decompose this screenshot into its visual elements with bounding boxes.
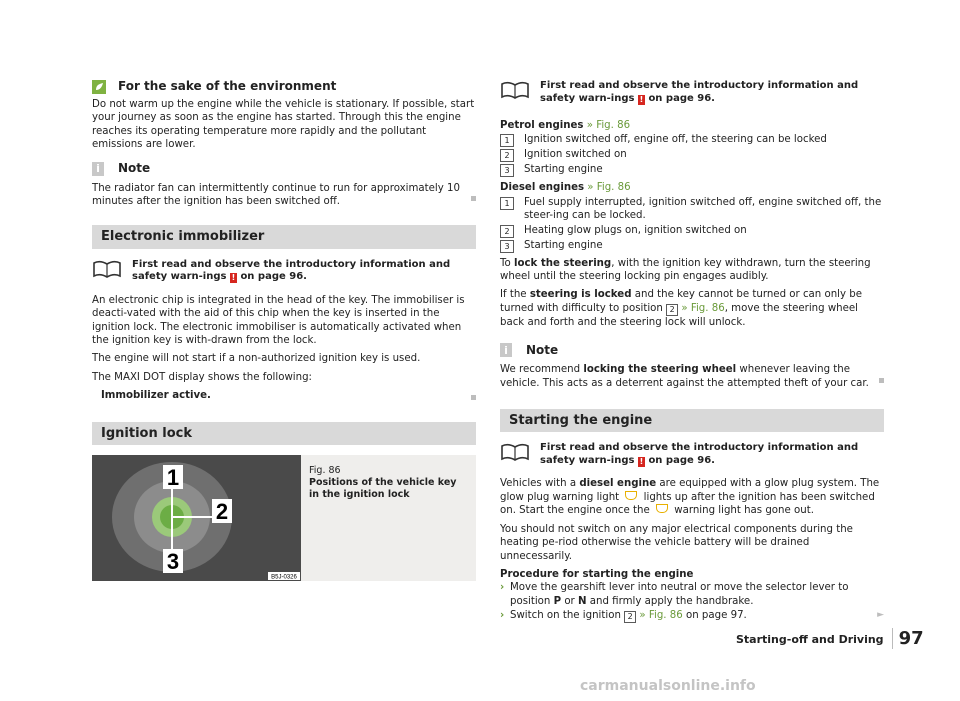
read-first-text: First read and observe the introductory information and safety warn-ings: [540, 80, 859, 104]
section-heading-starting-engine: Starting the engine: [500, 409, 884, 432]
list-item: 2 Ignition switched on: [500, 148, 884, 162]
step-arrow-icon: ›: [500, 610, 505, 622]
read-first-notice: [500, 80, 884, 105]
glow-plug-warning-icon: [625, 491, 637, 500]
figure-86: [92, 455, 476, 581]
info-icon: i: [92, 162, 104, 176]
figure-link[interactable]: » Fig. 86: [639, 610, 683, 622]
position-number: 2: [624, 611, 636, 623]
read-first-page: on page 96.: [648, 454, 715, 466]
procedure-title: Procedure for starting the engine: [500, 568, 694, 580]
diesel-engines-heading: Diesel engines » Fig. 86: [500, 182, 631, 194]
steering-locked-paragraph: If the steering is locked and the key cannot be turned or can only be turned with difficulty to position 2 » Fig. 86, move the steering wheel back and forth and the steering lock will unlock.: [500, 289, 863, 328]
list-item: 2 Heating glow plugs on, ignition switched on: [500, 224, 884, 238]
section-heading-ignition-lock: Ignition lock: [92, 422, 476, 445]
leaf-icon: [92, 80, 106, 94]
note-title: Note: [118, 160, 151, 175]
warning-icon: !: [231, 273, 236, 283]
warning-icon: !: [639, 456, 644, 466]
procedure-steps: [500, 581, 884, 623]
note-heading: [92, 162, 476, 176]
position-number: 3: [500, 164, 514, 177]
figure-link[interactable]: » Fig. 86: [587, 182, 631, 194]
read-first-notice: [500, 442, 884, 467]
watermark: carmanualsonline.info: [580, 678, 756, 694]
list-item: › Switch on the ignition 2 » Fig. 86 on page 97. ►: [500, 610, 884, 622]
display-message: Immobilizer active.: [101, 390, 211, 402]
list-item: › Move the gearshift lever into neutral or move the selector lever to position P or N and firmly apply the handbrake.: [500, 582, 849, 607]
figure-link[interactable]: » Fig. 86: [681, 302, 725, 314]
note-heading: [500, 343, 884, 357]
figure-label-1: 1: [166, 465, 180, 491]
immobilizer-paragraph-1: An electronic chip is integrated in the head of the key. The immobiliser is deacti-vated with the aid of this chip when the key is inserted in the ignition lock. The electronic immobiliser is automatically activated when the ignition key is with-drawn from the lock.: [92, 294, 465, 347]
book-icon: [500, 80, 530, 100]
petrol-engines-heading: Petrol engines » Fig. 86: [500, 120, 631, 131]
environment-text: Do not warm up the engine while the vehicle is stationary. If possible, start your journey as soon as the engine has started. Through this the engine reaches its operating temperature more rapidly and the pollutant emissions are lower.: [92, 99, 475, 151]
list-item: 1 Fuel supply interrupted, ignition switched off, engine switched off, the steer-ing can be locked.: [500, 196, 884, 223]
note-title: Note: [526, 342, 559, 357]
figure-caption-text: Positions of the vehicle key in the ignition lock: [309, 477, 457, 501]
section-heading-immobilizer: Electronic immobilizer: [92, 225, 476, 248]
section-end-icon: [471, 395, 476, 400]
right-column: [500, 80, 884, 624]
warning-icon: !: [639, 94, 644, 104]
section-end-icon: [879, 378, 884, 383]
info-icon: i: [500, 343, 512, 357]
book-icon: [92, 259, 122, 279]
list-item: 1 Ignition switched off, engine off, the steering can be locked: [500, 133, 884, 147]
read-first-notice: [92, 259, 476, 284]
figure-number: Fig. 86: [309, 465, 341, 477]
read-first-page: on page 96.: [648, 92, 715, 104]
figure-caption: [301, 455, 476, 581]
continue-arrow-icon: ►: [877, 610, 884, 621]
list-item: 3 Starting engine: [500, 163, 884, 177]
read-first-text: First read and observe the introductory information and safety warn-ings: [132, 258, 451, 283]
petrol-positions-list: [500, 133, 884, 177]
figure-label-2: 2: [215, 499, 229, 525]
position-number: 2: [500, 225, 514, 238]
ignition-lock-image: [92, 455, 301, 581]
immobilizer-paragraph-3: The MAXI DOT display shows the following:: [92, 371, 312, 383]
step-arrow-icon: ›: [500, 582, 505, 594]
read-first-page: on page 96.: [240, 271, 307, 283]
book-icon: [500, 442, 530, 462]
heating-period-paragraph: You should not switch on any major electrical components during the heating pe-riod otherwise the vehicle battery will be drained unnecessarily.: [500, 523, 853, 562]
diesel-glow-paragraph: Vehicles with a diesel engine are equipped with a glow plug system. The glow plug warning light lights up after the ignition has been switched on. Start the engine once the warning light has gone out.: [500, 478, 880, 517]
environment-title: For the sake of the environment: [118, 79, 337, 94]
read-first-text: First read and observe the introductory information and safety warn-ings: [540, 442, 859, 466]
immobilizer-paragraph-2: The engine will not start if a non-authorized ignition key is used.: [92, 353, 421, 365]
position-number: 2: [666, 304, 678, 316]
note-text: We recommend locking the steering wheel whenever leaving the vehicle. This acts as a deterrent against the attempted theft of your car.: [500, 364, 869, 389]
lock-steering-paragraph: To lock the steering, with the ignition key withdrawn, turn the steering wheel until the steering locking pin engages audibly.: [500, 257, 871, 283]
figure-label-3: 3: [166, 549, 180, 575]
page-footer: [736, 628, 924, 649]
position-number: 2: [500, 149, 514, 162]
environment-heading: [92, 80, 476, 94]
figure-link[interactable]: » Fig. 86: [586, 120, 631, 131]
position-number: 3: [500, 240, 514, 253]
chapter-title: Starting-off and Driving: [736, 633, 884, 646]
section-end-icon: [471, 196, 476, 201]
list-item: 3 Starting engine: [500, 239, 884, 253]
diesel-positions-list: [500, 196, 884, 253]
glow-plug-warning-icon: [656, 504, 668, 513]
figure-code: B5J-0326: [271, 574, 297, 581]
page-number: 97: [892, 628, 924, 649]
note-text: The radiator fan can intermittently continue to run for approximately 10 minutes after the ignition has been switched off.: [92, 182, 460, 208]
position-number: 1: [500, 197, 514, 210]
position-number: 1: [500, 134, 514, 147]
left-column: [92, 80, 476, 581]
